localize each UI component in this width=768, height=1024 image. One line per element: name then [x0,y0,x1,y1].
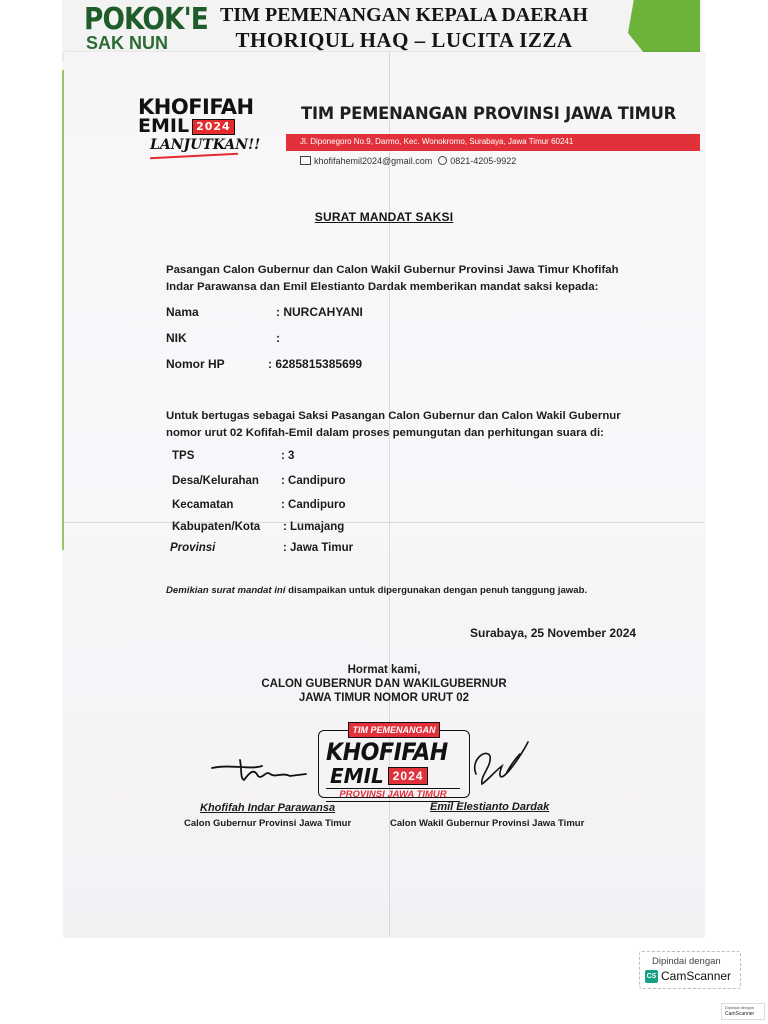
whatsapp-icon [438,156,447,165]
nik-label: NIK [166,331,187,345]
sign-line3: JAWA TIMUR NOMOR URUT 02 [298,692,470,704]
left-signer-name: Khofifah Indar Parawansa [200,802,336,814]
mail-icon [300,156,311,165]
tps-value: : 3 [281,450,295,462]
sign-block [0,663,768,705]
campaign-stamp [312,722,474,800]
fold-line-horizontal [64,522,704,523]
camscanner-mini-badge [721,1003,765,1020]
right-signer-name: Emil Elestianto Dardak [430,801,550,813]
camscanner-badge [639,951,741,989]
sign-line2: CALON GUBERNUR DAN WAKILGUBERNUR [261,678,507,690]
phone-value: : 6285815385699 [268,357,363,371]
nik-value: : [276,331,280,345]
kabupaten-label: Kabupaten/Kota [172,521,261,533]
closing-sentence [166,585,587,596]
letter-heading [0,208,768,226]
phone-text: 0821-4205-9922 [450,156,517,166]
camscanner-mini-brand: CamScanner [725,1011,755,1017]
closing-part1: Demikian surat mandat ini [166,585,286,596]
stamp-row [330,764,428,788]
stamp-top-text: TIM PEMENANGAN [348,722,440,738]
logo-line1: KHOFIFAH [138,95,254,119]
kecamatan-value: : Candipuro [281,499,346,511]
address-text: Jl. Diponegoro No.9, Darmo, Kec. Wonokromo, Surabaya, Jawa Timur 60241 [300,137,574,146]
provinsi-value: : Jawa Timur [283,542,354,554]
camscanner-caption: Dipindai dengan [652,956,721,967]
camscanner-logo-icon: CS [645,970,658,983]
letter-heading-text: SURAT MANDAT SAKSI [314,210,454,224]
letter-date: Surabaya, 25 November 2024 [470,626,637,640]
right-signer-role: Calon Wakil Gubernur Provinsi Jawa Timur [390,818,585,829]
kabupaten-value: : Lumajang [283,521,345,533]
slogan-sub-text: SAK NUN [86,36,169,50]
campaign-logo [138,95,261,159]
provinsi-label: Provinsi [170,542,216,554]
logo-year: 2024 [192,119,235,135]
stamp-sub: EMIL [330,764,384,788]
closing-part2: disampaikan untuk dipergunakan dengan penuh tanggung jawab. [285,585,588,596]
logo-line2-row [138,117,250,136]
logo-line2: EMIL [138,115,190,137]
left-signer-role: Calon Gubernur Provinsi Jawa Timur [184,818,352,829]
address-bar [286,134,700,151]
letterhead-title: TIM PEMENANGAN PROVINSI JAWA TIMUR [301,104,677,124]
intro-paragraph: Pasangan Calon Gubernur dan Calon Wakil Gubernur Provinsi Jawa Timur Khofifah Indar Parawansa dan Emil Elestianto Dardak memberikan mandat saksi kepada: [166,264,619,293]
stamp-name: KHOFIFAH [326,738,448,766]
stamp-year: 2024 [388,767,429,785]
phone-label: Nomor HP [166,357,225,371]
slogan-text: POKOK'E [84,2,208,37]
banner-title-line2: THORIQUL HAQ – LUCITA IZZA [235,28,573,52]
desa-value: : Candipuro [281,475,346,487]
fold-line-vertical [389,52,390,937]
kecamatan-label: Kecamatan [172,499,234,511]
contact-line [300,156,516,166]
email-text: khofifahemil2024@gmail.com [314,156,433,166]
camscanner-brand: CamScanner [661,969,732,983]
signature-right [466,736,536,796]
desa-label: Desa/Kelurahan [172,475,259,487]
tps-label: TPS [172,450,195,462]
letter-paper [64,52,704,937]
banner-title-line1: TIM PEMENANGAN KEPALA DAERAH [220,4,588,26]
task-paragraph: Untuk bertugas sebagai Saksi Pasangan Calon Gubernur dan Calon Wakil Gubernur nomor urut 02 Kofifah-Emil dalam proses pemungutan dan perhitungan suara di: [166,410,621,439]
camscanner-mini-caption: Dipindai dengan [725,1005,754,1010]
logo-tagline: LANJUTKAN!! [150,137,261,153]
sign-line1: Hormat kami, [347,664,421,676]
name-value: : NURCAHYANI [276,305,363,319]
name-label: Nama [166,305,199,319]
stamp-bottom-text: PROVINSI JAWA TIMUR [326,788,460,802]
